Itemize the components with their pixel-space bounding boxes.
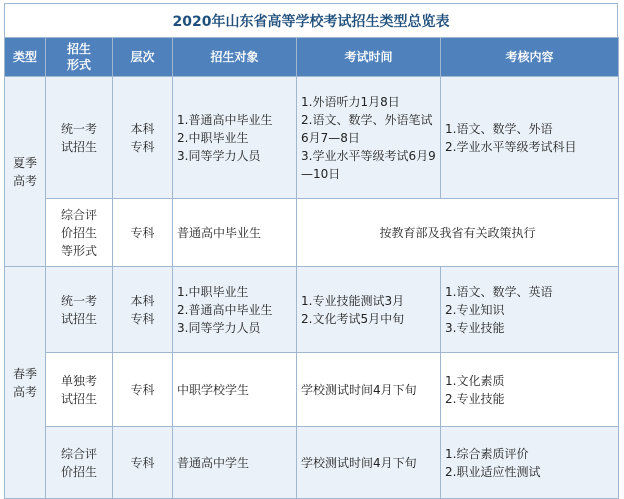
form-line: 价招生 [60,464,97,479]
table-row [5,427,619,499]
target-cell: 普通高中毕业生 [173,199,297,267]
header-form-line2: 形式 [66,58,91,72]
table-row [5,77,619,199]
form-line: 综合评 [60,207,97,222]
header-row [5,38,619,77]
table-row [5,353,619,427]
time-cell [297,267,441,353]
level-line: 本科 [130,121,155,136]
content-item: 2.专业知识 [445,302,505,317]
content-cell [441,77,619,199]
table-row [5,267,619,353]
target-item: 2.中职毕业生 [177,130,249,145]
form-line: 综合评 [60,446,97,461]
content-item: 1.语文、数学、外语 [445,121,553,136]
header-content: 考核内容 [441,38,619,77]
header-form [46,38,113,77]
content-item: 1.文化素质 [445,373,505,388]
form-cell [46,427,113,499]
content-cell [441,267,619,353]
target-item: 1.普通高中毕业生 [177,112,273,127]
target-cell: 普通高中学生 [173,427,297,499]
time-cell [297,77,441,199]
target-cell [173,77,297,199]
form-line: 统一考 [60,293,97,308]
level-line: 专科 [130,311,155,326]
time-item: 1.专业技能测试3月 [301,293,405,308]
level-line: 专科 [130,139,155,154]
form-line: 价招生 [60,225,97,240]
target-item: 2.普通高中毕业生 [177,302,273,317]
header-level: 层次 [113,38,173,77]
type-summer [5,77,46,267]
content-item: 3.专业技能 [445,320,505,335]
form-cell [46,77,113,199]
form-line: 统一考 [60,121,97,136]
level-cell: 专科 [113,427,173,499]
content-item: 2.专业技能 [445,391,505,406]
table-row [5,199,619,267]
level-cell [113,267,173,353]
time-item: 3.学业水平等级考试6月9—10日 [301,148,436,181]
header-target: 招生对象 [173,38,297,77]
time-cell: 学校测试时间4月下旬 [297,353,441,427]
admission-types-table [4,37,619,499]
type-spring-line2: 高考 [12,384,37,399]
time-cell: 学校测试时间4月下旬 [297,427,441,499]
content-item: 2.学业水平等级考试科目 [445,139,577,154]
type-summer-line2: 高考 [12,173,37,188]
table-title: 2020年山东省高等学校考试招生类型总览表 [4,3,618,37]
header-form-line1: 招生 [66,42,91,56]
content-item: 1.语文、数学、英语 [445,284,553,299]
level-cell: 专科 [113,199,173,267]
form-line: 试招生 [60,391,97,406]
form-cell [46,199,113,267]
level-line: 本科 [130,293,155,308]
type-spring [5,267,46,499]
content-cell [441,427,619,499]
type-summer-line1: 夏季 [12,155,37,170]
header-type: 类型 [5,38,46,77]
form-line: 单独考 [60,373,97,388]
form-cell [46,353,113,427]
target-item: 3.同等学力人员 [177,148,261,163]
content-item: 2.职业适应性测试 [445,464,541,479]
target-cell [173,267,297,353]
time-item: 2.文化考试5月中旬 [301,311,405,326]
policy-cell: 按教育部及我省有关政策执行 [297,199,619,267]
time-item: 1.外语听力1月8日 [301,94,400,109]
header-time: 考试时间 [297,38,441,77]
content-cell [441,353,619,427]
form-line: 等形式 [60,243,97,258]
target-item: 3.同等学力人员 [177,320,261,335]
level-cell: 专科 [113,353,173,427]
form-line: 试招生 [60,139,97,154]
time-item: 2.语文、数学、外语笔试6月7—8日 [301,112,433,145]
level-cell [113,77,173,199]
type-spring-line1: 春季 [12,366,37,381]
target-item: 1.中职毕业生 [177,284,249,299]
form-line: 试招生 [60,311,97,326]
content-item: 1.综合素质评价 [445,446,529,461]
target-cell: 中职学校学生 [173,353,297,427]
form-cell [46,267,113,353]
